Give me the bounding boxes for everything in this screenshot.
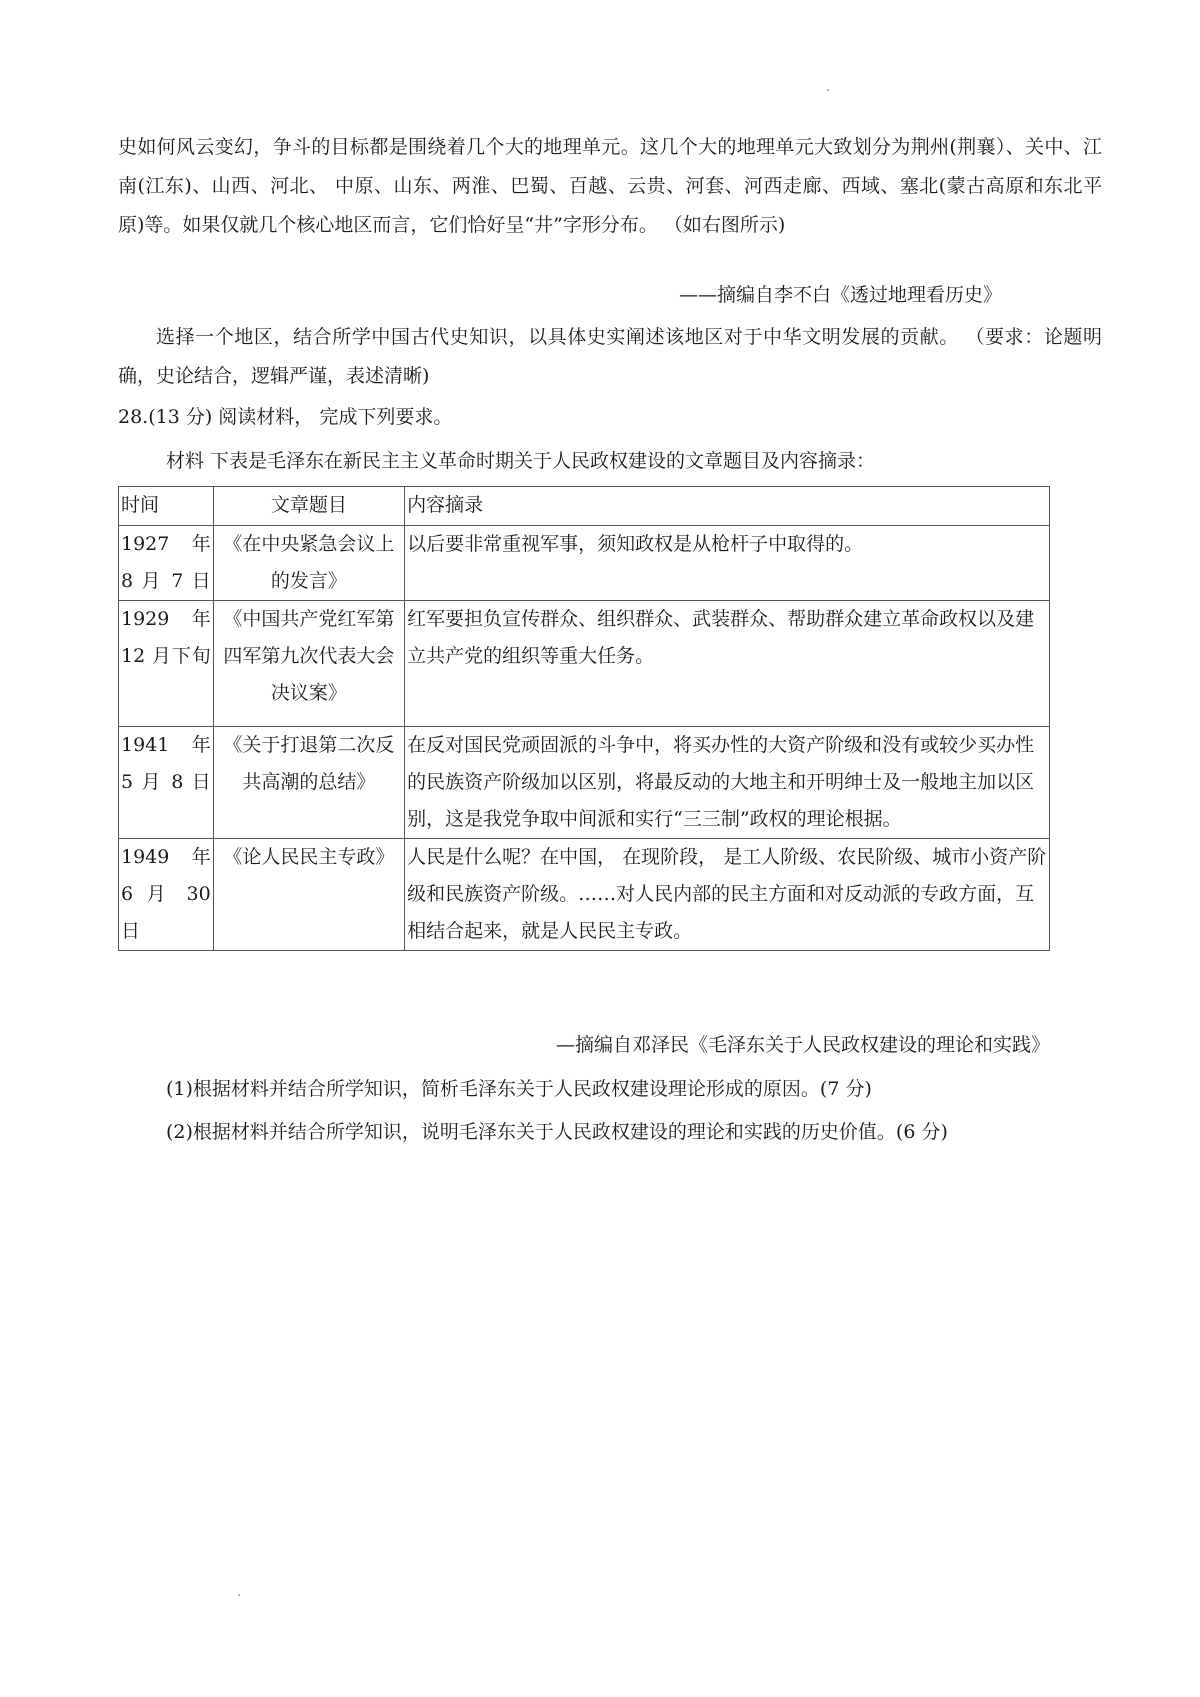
scan-dot	[827, 89, 829, 91]
row-time: 1929 年 12 月下旬	[119, 601, 214, 727]
question-28-heading: 28.(13 分) 阅读材料， 完成下列要求。	[118, 406, 453, 428]
task-paragraph: 选择一个地区，结合所学中国古代史知识，以具体史实阐述该地区对于中华文明发展的贡献。 （要求：论题明确，史论结合，逻辑严谨，表述清晰)	[118, 326, 1102, 387]
table-header-row	[119, 487, 1050, 526]
header-time: 时间	[119, 487, 214, 526]
material-intro: 材料 下表是毛泽东在新民主主义革命时期关于人民政权建设的文章题目及内容摘录：	[166, 450, 876, 472]
sub-question-2: (2)根据材料并结合所学知识，说明毛泽东关于人民政权建设的理论和实践的历史价值。(6 分)	[166, 1121, 948, 1143]
header-excerpt: 内容摘录	[405, 487, 1050, 526]
header-title: 文章题目	[213, 487, 404, 526]
row-title: 《关于打退第二次反共高潮的总结》	[213, 727, 404, 839]
table-row	[119, 526, 1050, 601]
row-excerpt: 以后要非常重视军事，须知政权是从枪杆子中取得的。	[405, 526, 1050, 601]
row-title: 《中国共产党红军第四军第九次代表大会决议案》	[213, 601, 404, 727]
row-title: 《论人民民主专政》	[213, 839, 404, 951]
material-table	[118, 486, 1050, 951]
sub-question-1: (1)根据材料并结合所学知识，简析毛泽东关于人民政权建设理论形成的原因。(7 分)	[166, 1078, 872, 1100]
passage-paragraph: 史如何风云变幻，争斗的目标都是围绕着几个大的地理单元。这几个大的地理单元大致划分为荆州(荆襄）、关中、江南(江东)、山西、河北、 中原、山东、两淮、巴蜀、百越、云贵、河套、河西走廊、西域、塞北(蒙古高原和东北平原)等。如果仅就几个核心地区而言，它们恰好呈“井”字形分布。 （如右图所示)	[118, 136, 1102, 236]
row-time: 1927 年 8 月 7 日	[119, 526, 214, 601]
passage-source: ——摘编自李不白《透过地理看历史》	[678, 284, 1002, 306]
row-excerpt: 红军要担负宣传群众、组织群众、武装群众、帮助群众建立革命政权以及建立共产党的组织等重大任务。	[405, 601, 1050, 727]
table-source: —摘编自邓泽民《毛泽东关于人民政权建设的理论和实践》	[555, 1034, 1050, 1056]
table-row	[119, 727, 1050, 839]
row-excerpt: 在反对国民党顽固派的斗争中，将买办性的大资产阶级和没有或较少买办性的民族资产阶级加以区别，将最反动的大地主和开明绅士及一般地主加以区别，这是我党争取中间派和实行“三三制”政权的理论根据。	[405, 727, 1050, 839]
scan-dot	[238, 1594, 240, 1596]
table-row	[119, 601, 1050, 727]
row-title: 《在中央紧急会议上的发言》	[213, 526, 404, 601]
row-time: 1941 年 5 月 8 日	[119, 727, 214, 839]
row-excerpt: 人民是什么呢？在中国， 在现阶段， 是工人阶级、农民阶级、城市小资产阶级和民族资产阶级。……对人民内部的民主方面和对反动派的专政方面，互相结合起来，就是人民民主专政。	[405, 839, 1050, 951]
row-time: 1949 年 6 月 30 日	[119, 839, 214, 951]
table-row	[119, 839, 1050, 951]
